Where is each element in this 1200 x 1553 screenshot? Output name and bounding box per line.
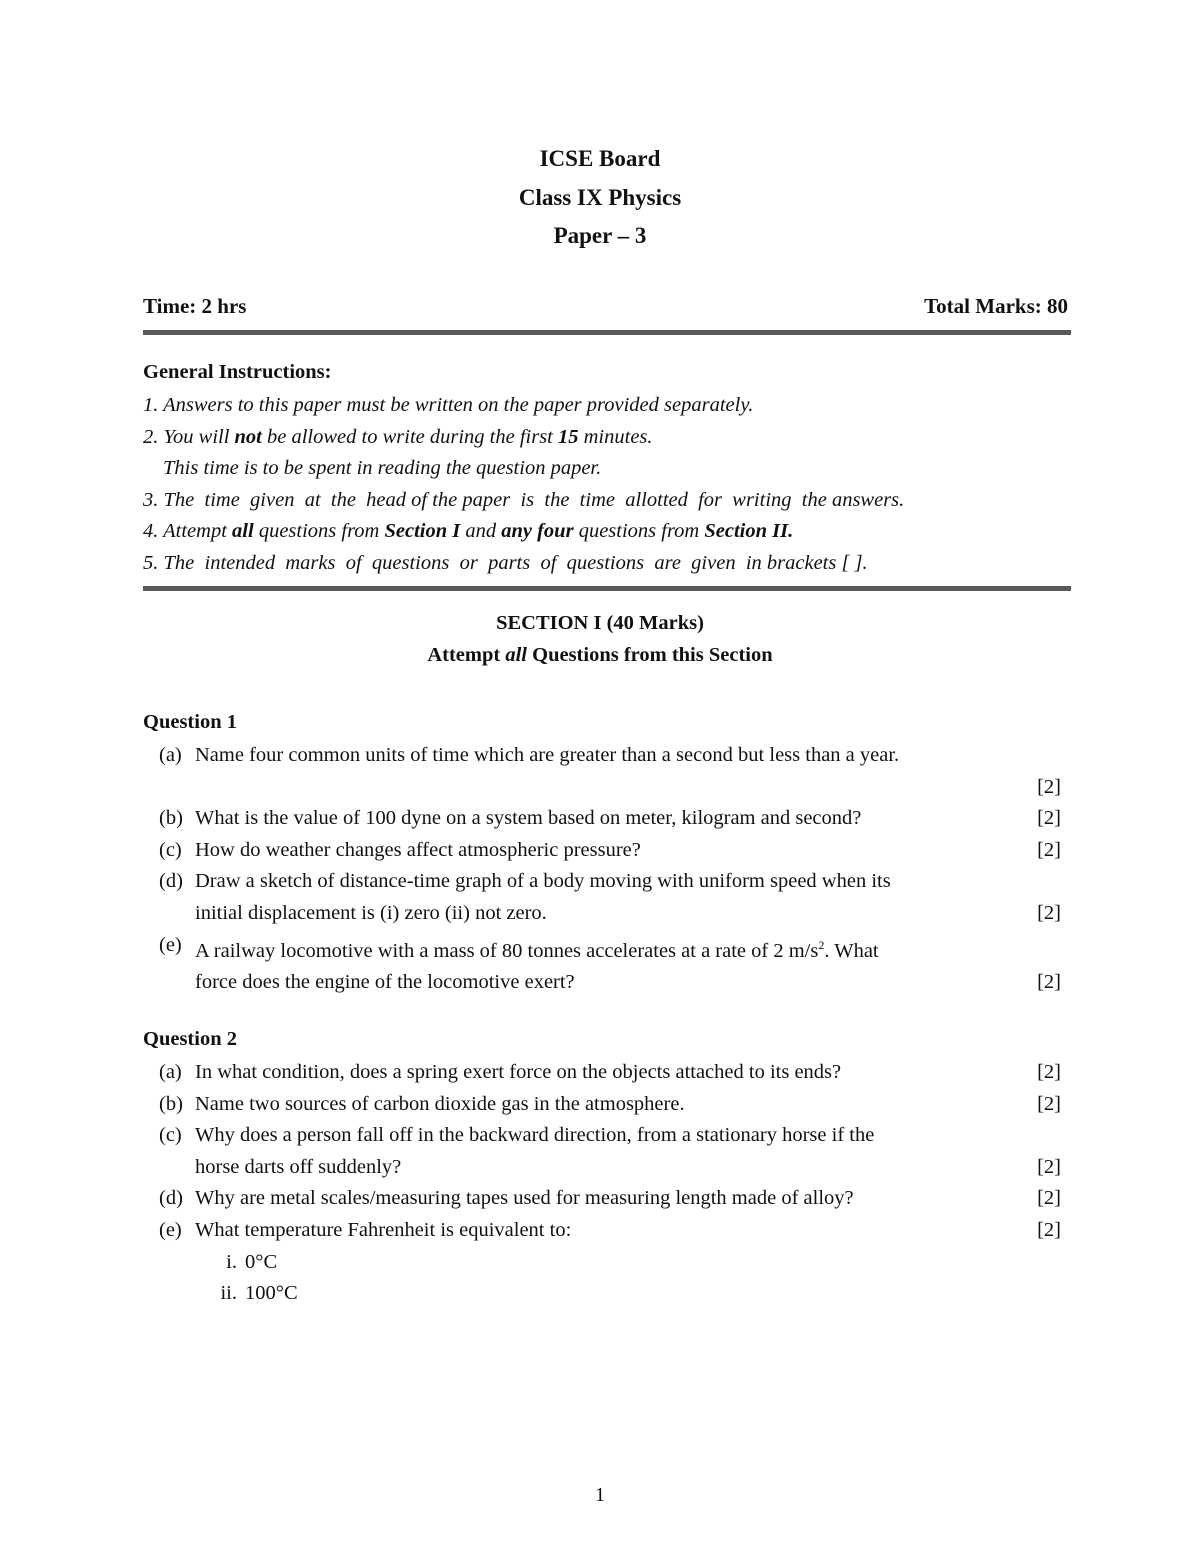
instructions-title: General Instructions: [143, 361, 332, 383]
paper-title: Paper – 3 [553, 223, 647, 248]
instruction-2: 2. You will not be allowed to write during the first 15 minutes. [143, 425, 653, 448]
question-part: (b) Name two sources of carbon dioxide gas in the atmosphere. [2] [159, 1092, 1061, 1115]
general-instructions [143, 358, 1073, 579]
divider-top [143, 330, 1071, 335]
question-part-continued: force does the engine of the locomotive exert? [2] [195, 970, 1061, 993]
question-part: (d) Why are metal scales/measuring tapes used for measuring length made of alloy? [2] [159, 1187, 1061, 1210]
question-part: (e) What temperature Fahrenheit is equivalent to: [2] [159, 1218, 1061, 1241]
question-part: (c) How do weather changes affect atmospheric pressure? [2] [159, 838, 1061, 861]
question-part: (a) In what condition, does a spring exert force on the objects attached to its ends? [2] [159, 1061, 1061, 1083]
question-part: (d) Draw a sketch of distance-time graph of a body moving with uniform speed when its [159, 870, 891, 893]
sub-part: i. 0°C [226, 1250, 278, 1273]
question-part-marks-line: [2] [1037, 775, 1061, 798]
instruction-5: 5. The intended marks of questions or parts of questions are given in brackets [ ]. [143, 551, 868, 574]
divider-bottom [143, 586, 1071, 591]
instruction-4: 4. Attempt all questions from Section I and any four questions from Section II. [143, 520, 794, 542]
question-part: (c) Why does a person fall off in the backward direction, from a stationary horse if the [159, 1124, 875, 1147]
sub-part: ii. 100°C [220, 1282, 298, 1305]
question-part: (b) What is the value of 100 dyne on a system based on meter, kilogram and second? [2] [159, 807, 1061, 830]
class-title: Class IX Physics [518, 185, 682, 210]
total-marks-label: Total Marks: 80 [924, 294, 1068, 318]
instruction-3: 3. The time given at the head of the paper is the time allotted for writing the answers. [143, 488, 905, 511]
section-heading: SECTION I (40 Marks) [496, 612, 704, 634]
question-part-continued: initial displacement is (i) zero (ii) not zero. [2] [195, 901, 1061, 924]
question-part: (e) A railway locomotive with a mass of 80 tonnes accelerates at a rate of 2 $m/s^2$. What [159, 933, 879, 962]
question-title: Question 2 [143, 1028, 237, 1050]
page-number: 1 [595, 1484, 605, 1506]
time-label: Time: 2 hrs [143, 294, 247, 318]
question-title: Question 1 [143, 711, 237, 733]
question-1 [143, 708, 1061, 999]
section-subheading: Attempt all Questions from this Section [427, 644, 773, 666]
instruction-1: 1. Answers to this paper must be written on the paper provided separately. [143, 394, 754, 416]
board-title: ICSE Board [539, 146, 661, 171]
instruction-2-continued: This time is to be spent in reading the question paper. [163, 457, 602, 479]
time-marks-bar [143, 294, 1068, 319]
question-part: (a) Name four common units of time which are greater than a second but less than a year. [159, 744, 900, 766]
question-2 [143, 1025, 1061, 1310]
question-part-continued: horse darts off suddenly? [2] [195, 1155, 1061, 1178]
